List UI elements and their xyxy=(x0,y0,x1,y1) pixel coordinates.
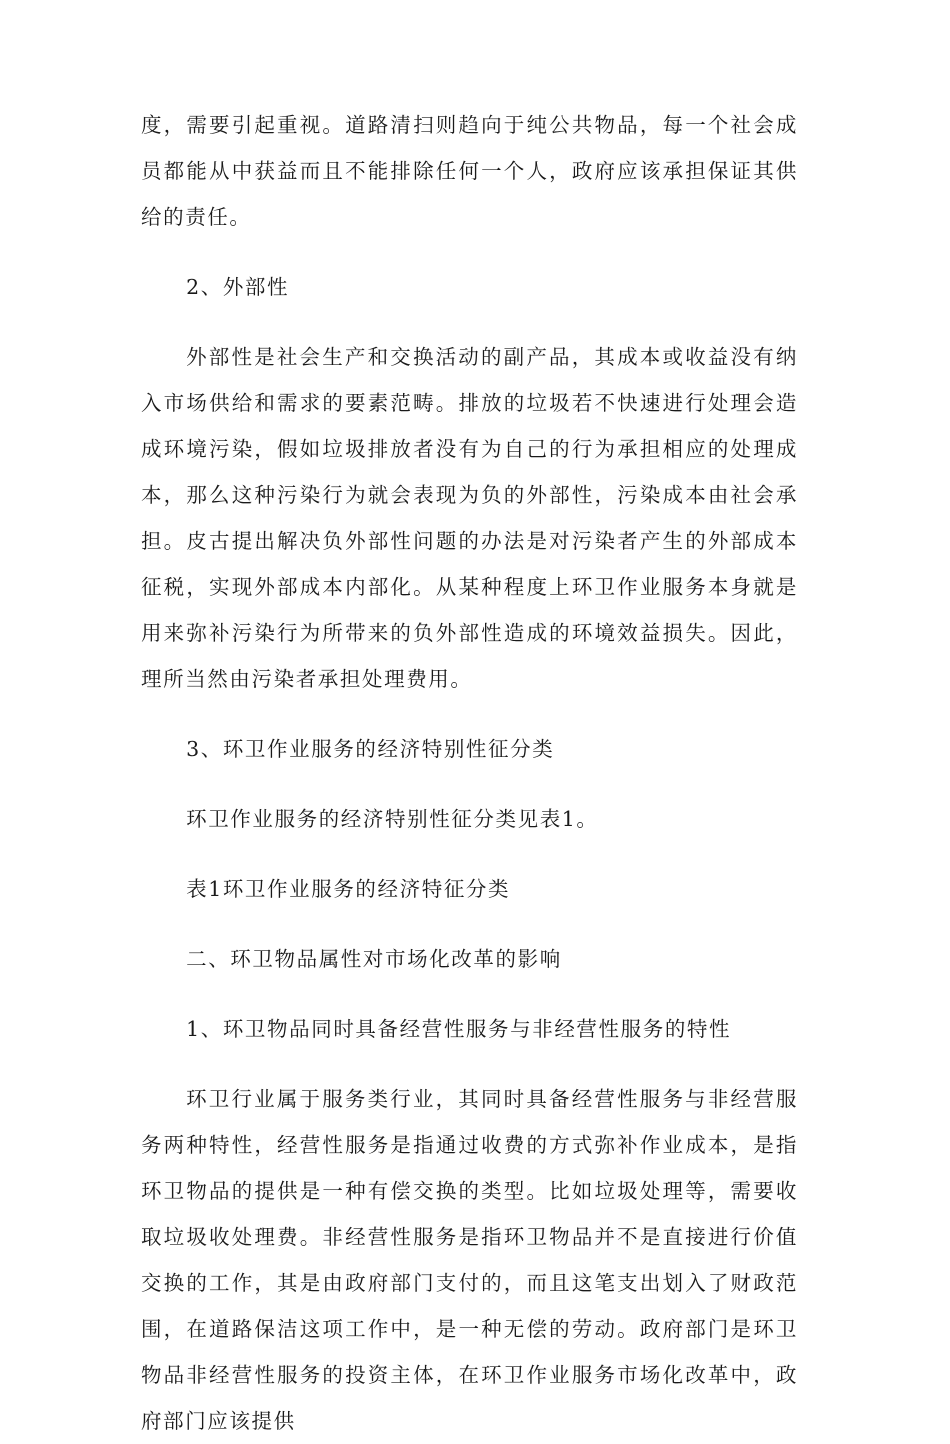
paragraph-externality: 外部性是社会生产和交换活动的副产品，其成本或收益没有纳入市场供给和需求的要素范畴。排放的垃圾若不快速进行处理会造成环境污染，假如垃圾排放者没有为自己的行为承担相应的处理成本，那么这种污染行为就会表现为负的外部性，污染成本由社会承担。皮古提出解决负外部性问题的办法是对污染者产生的外部成本征税，实现外部成本内部化。从某种程度上环卫作业服务本身就是用来弥补污染行为所带来的负外部性造成的环境效益损失。因此，理所当然由污染者承担处理费用。 xyxy=(141,345,798,691)
section-heading-dual-service: 1、环卫物品同时具备经营性服务与非经营性服务的特性 xyxy=(186,1017,732,1041)
table-caption: 表1环卫作业服务的经济特征分类 xyxy=(186,877,511,901)
paragraph-dual-service: 环卫行业属于服务类行业，其同时具备经营性服务与非经营服务两种特性，经营性服务是指通过收费的方式弥补作业成本，是指环卫物品的提供是一种有偿交换的类型。比如垃圾处理等，需要收取垃圾收处理费。非经营性服务是指环卫物品并不是直接进行价值交换的工作，其是由政府部门支付的，而且这笔支出划入了财政范围，在道路保洁这项工作中，是一种无偿的劳动。政府部门是环卫物品非经营性服务的投资主体，在环卫作业服务市场化改革中，政府部门应该提供 xyxy=(141,1087,798,1433)
section-heading-externality: 2、外部性 xyxy=(186,275,290,299)
section-heading-classification: 3、环卫作业服务的经济特别性征分类 xyxy=(186,737,555,761)
chapter-heading-market-reform: 二、环卫物品属性对市场化改革的影响 xyxy=(186,947,562,971)
paragraph-classification-ref: 环卫作业服务的经济特别性征分类见表1。 xyxy=(186,807,599,831)
document-body xyxy=(141,102,798,1444)
paragraph-continuation: 度，需要引起重视。道路清扫则趋向于纯公共物品，每一个社会成员都能从中获益而且不能排除任何一个人，政府应该承担保证其供给的责任。 xyxy=(141,113,798,229)
